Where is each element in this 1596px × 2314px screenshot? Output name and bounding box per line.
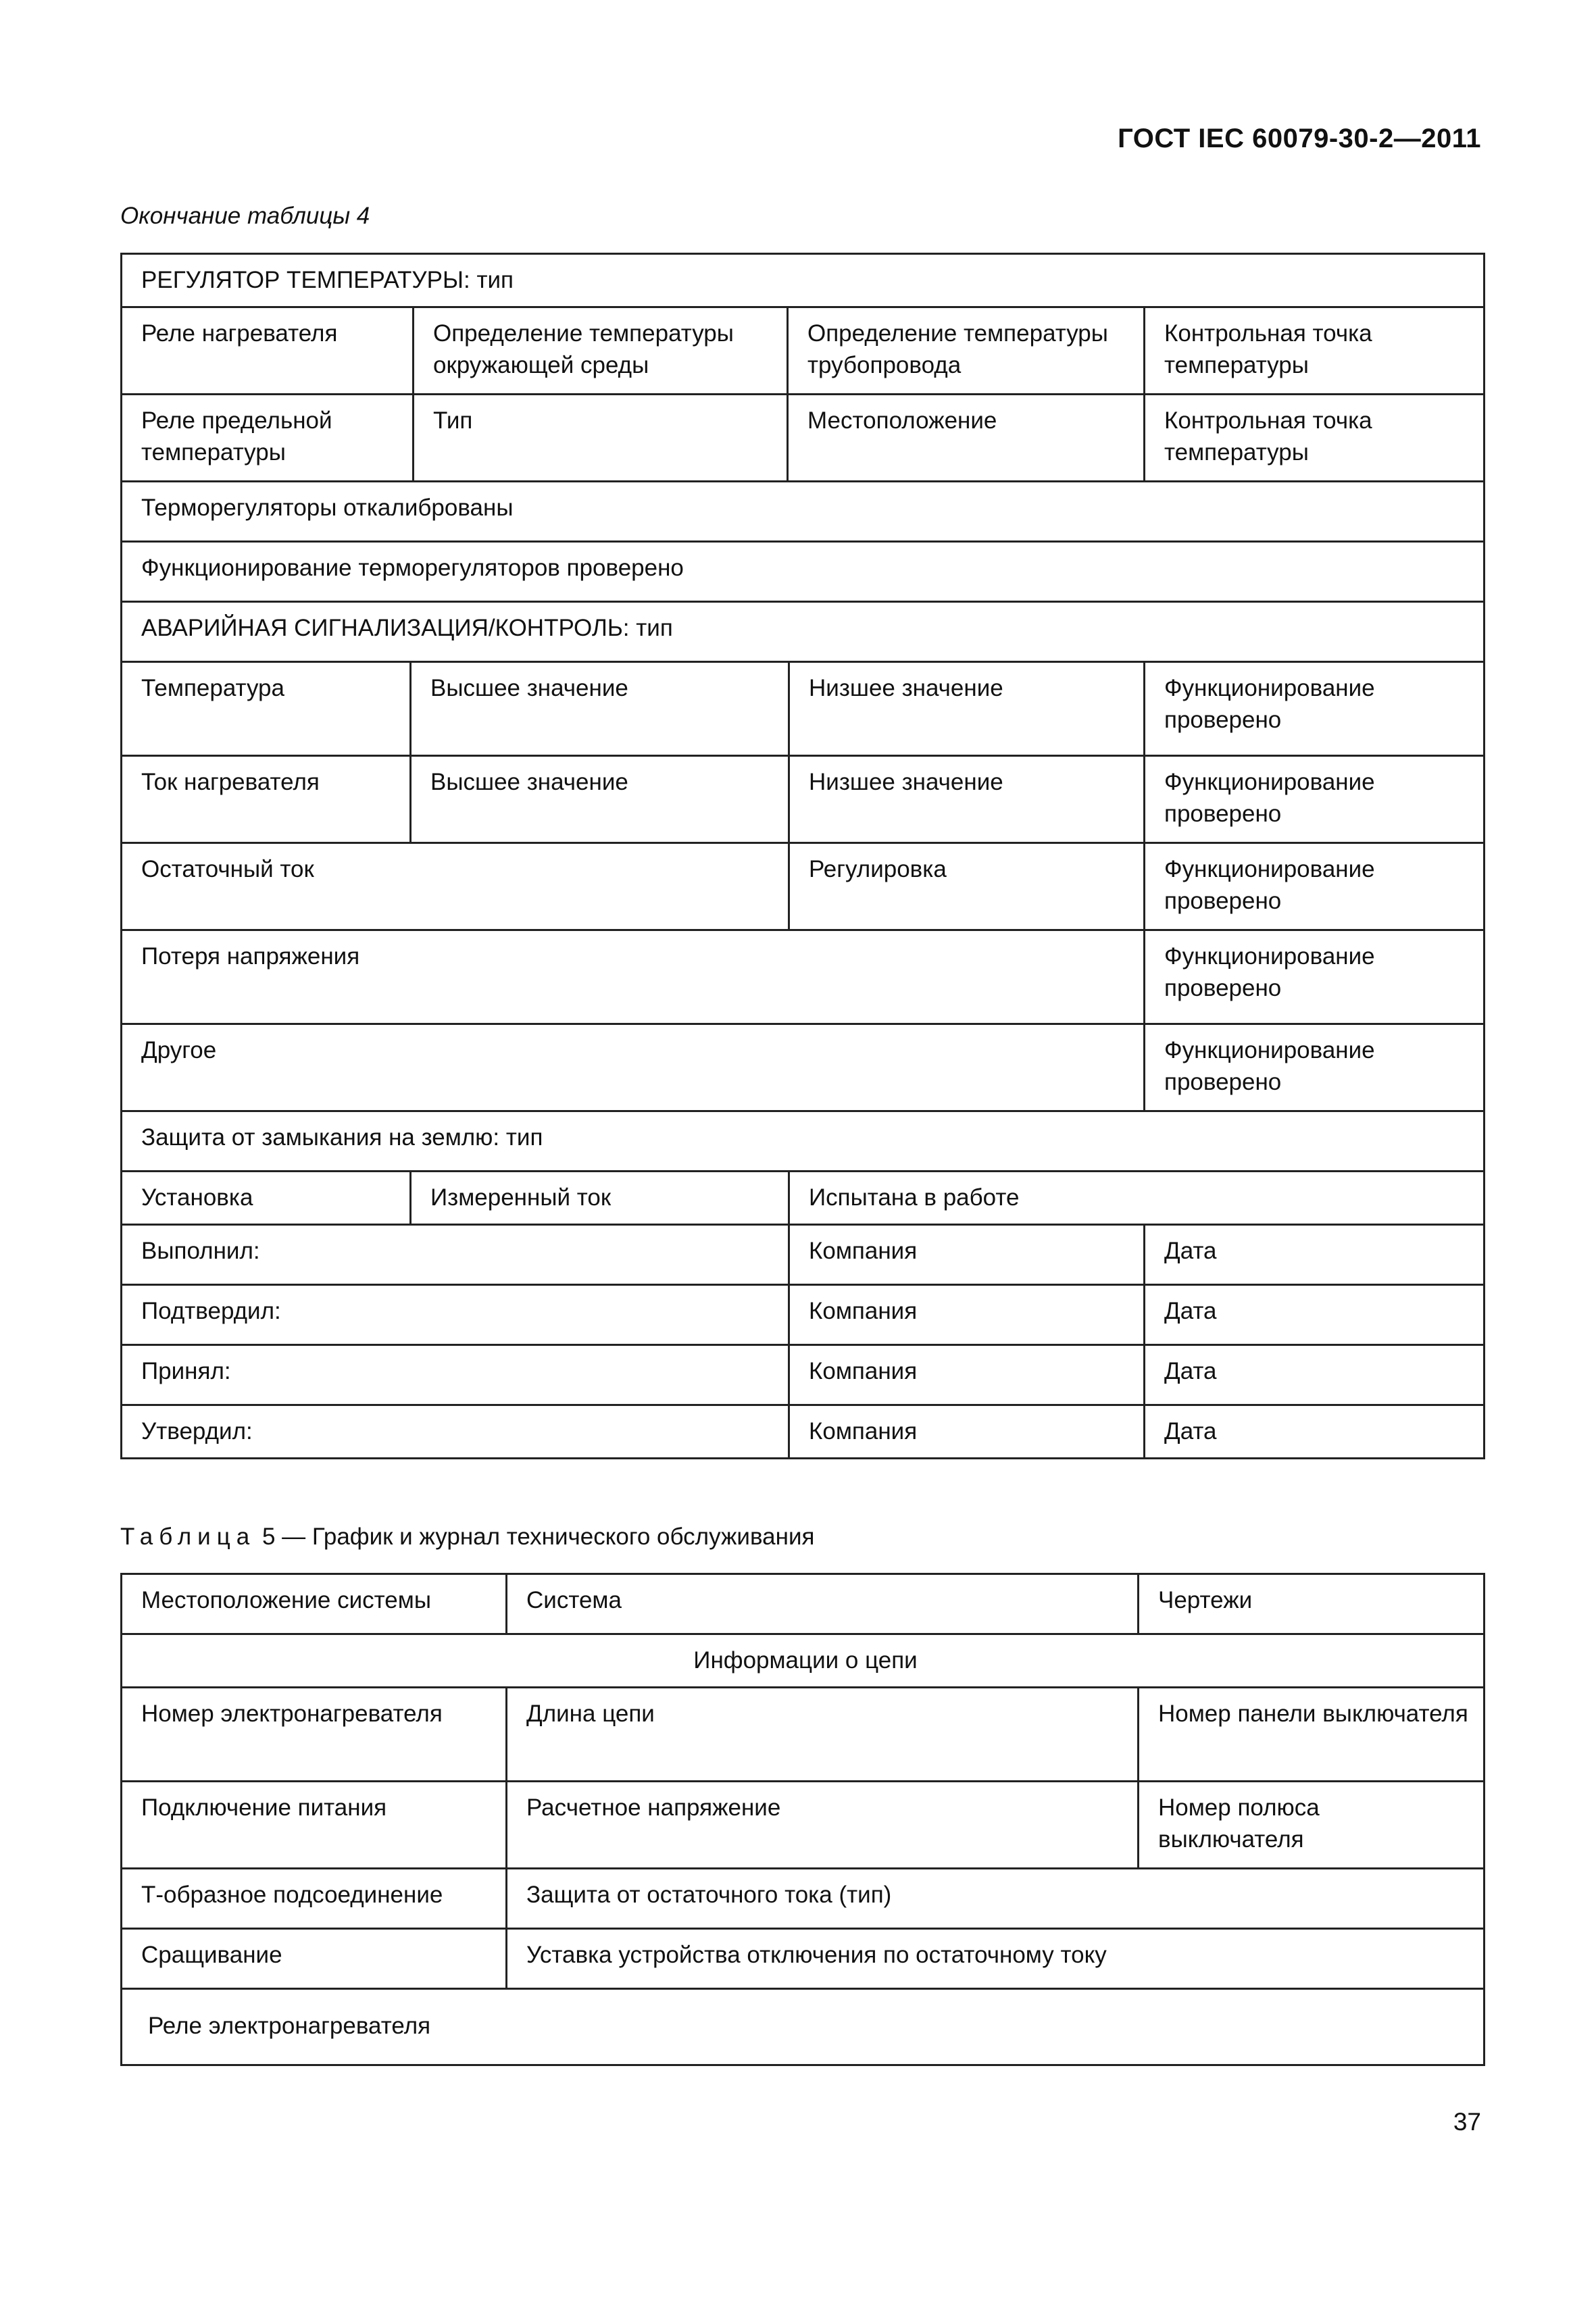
signoff-company: Компания — [789, 1285, 1145, 1345]
cell: Измеренный ток — [411, 1172, 789, 1225]
signoff-date: Дата — [1145, 1285, 1485, 1345]
signoff-company: Компания — [789, 1225, 1145, 1285]
cell: Т-образное подсоединение — [122, 1869, 507, 1929]
temp-regulator-title: РЕГУЛЯТОР ТЕМПЕРАТУРЫ: тип — [122, 254, 1485, 307]
table-row — [122, 1688, 1485, 1782]
cell: Защита от остаточного тока (тип) — [507, 1869, 1485, 1929]
cell: Местоположение системы — [122, 1574, 507, 1634]
cell: Другое — [122, 1024, 1145, 1111]
signoff-label: Утвердил: — [122, 1405, 789, 1459]
cell: Контрольная точка температуры — [1145, 307, 1485, 395]
cell: Тип — [414, 395, 788, 482]
cell: Местоположение — [788, 395, 1145, 482]
cell: Ток нагревателя — [122, 756, 411, 843]
cell: Остаточный ток — [122, 843, 789, 930]
signoff-date: Дата — [1145, 1225, 1485, 1285]
calibrated-cell: Терморегуляторы откалиброваны — [122, 482, 1485, 542]
cell: Температура — [122, 662, 411, 756]
table-row — [122, 843, 1485, 930]
table-row — [122, 662, 1485, 756]
table-row — [122, 1782, 1485, 1869]
alarm-title: АВАРИЙНАЯ СИГНАЛИЗАЦИЯ/КОНТРОЛЬ: тип — [122, 602, 1485, 662]
cell: Установка — [122, 1172, 411, 1225]
signoff-label: Подтвердил: — [122, 1285, 789, 1345]
cell: Длина цепи — [507, 1688, 1139, 1782]
table-row — [122, 1869, 1485, 1929]
cell: Испытана в работе — [789, 1172, 1485, 1225]
table-row — [122, 1929, 1485, 1989]
cell: Низшее значение — [789, 756, 1145, 843]
signoff-company: Компания — [789, 1405, 1145, 1459]
document-code: ГОСТ IEC 60079-30-2—2011 — [1118, 124, 1481, 153]
table5-caption-label: Таблица — [120, 1524, 256, 1550]
table5-caption-text: 5 — График и журнал технического обслуживания — [261, 1524, 815, 1550]
table-row — [122, 1574, 1485, 1634]
cell: Функционирование проверено — [1145, 756, 1485, 843]
table5-caption — [120, 1524, 814, 1551]
cell: Функционирование проверено — [1145, 843, 1485, 930]
cell: Определение температуры окружающей среды — [414, 307, 788, 395]
signoff-date: Дата — [1145, 1405, 1485, 1459]
table-row — [122, 756, 1485, 843]
table-row — [122, 254, 1485, 307]
cell: Функционирование проверено — [1145, 662, 1485, 756]
cell: Высшее значение — [411, 756, 789, 843]
cell: Реле нагревателя — [122, 307, 414, 395]
table-row — [122, 1024, 1485, 1111]
cell: Контрольная точка температуры — [1145, 395, 1485, 482]
cell: Низшее значение — [789, 662, 1145, 756]
table-row — [122, 1634, 1485, 1688]
cell: Сращивание — [122, 1929, 507, 1989]
table-row — [122, 930, 1485, 1024]
table-row — [122, 1989, 1485, 2065]
cell: Номер электронагревателя — [122, 1688, 507, 1782]
table-row — [122, 542, 1485, 602]
cell: Номер панели выключателя — [1139, 1688, 1485, 1782]
table-row — [122, 1172, 1485, 1225]
signoff-date: Дата — [1145, 1345, 1485, 1405]
table-row — [122, 307, 1485, 395]
table-row — [122, 602, 1485, 662]
cell: Чертежи — [1139, 1574, 1485, 1634]
signoff-label: Принял: — [122, 1345, 789, 1405]
cell: Уставка устройства отключения по остаточному току — [507, 1929, 1485, 1989]
cell: Расчетное напряжение — [507, 1782, 1139, 1869]
cell: Функционирование проверено — [1145, 930, 1485, 1024]
cell: Высшее значение — [411, 662, 789, 756]
table5 — [120, 1573, 1485, 2066]
cell: Потеря напряжения — [122, 930, 1145, 1024]
cell: Система — [507, 1574, 1139, 1634]
table4-caption: Окончание таблицы 4 — [120, 203, 370, 229]
cell: Реле электронагревателя — [122, 1989, 1485, 2065]
table-row — [122, 1345, 1485, 1405]
cell: Функционирование проверено — [1145, 1024, 1485, 1111]
signoff-company: Компания — [789, 1345, 1145, 1405]
cell: Регулировка — [789, 843, 1145, 930]
table-row — [122, 1405, 1485, 1459]
table-row — [122, 1225, 1485, 1285]
table-row — [122, 1111, 1485, 1172]
cell: Реле предельной температуры — [122, 395, 414, 482]
cell: Определение температуры трубопровода — [788, 307, 1145, 395]
ground-fault-title: Защита от замыкания на землю: тип — [122, 1111, 1485, 1172]
page-number: 37 — [1453, 2108, 1481, 2136]
table-row — [122, 1285, 1485, 1345]
function-checked-cell: Функционирование терморегуляторов проверено — [122, 542, 1485, 602]
cell: Подключение питания — [122, 1782, 507, 1869]
cell: Номер полюса выключателя — [1139, 1782, 1485, 1869]
signoff-label: Выполнил: — [122, 1225, 789, 1285]
table-row — [122, 395, 1485, 482]
circuit-info-heading: Информации о цепи — [122, 1634, 1485, 1688]
table-row — [122, 482, 1485, 542]
table4 — [120, 253, 1485, 1459]
